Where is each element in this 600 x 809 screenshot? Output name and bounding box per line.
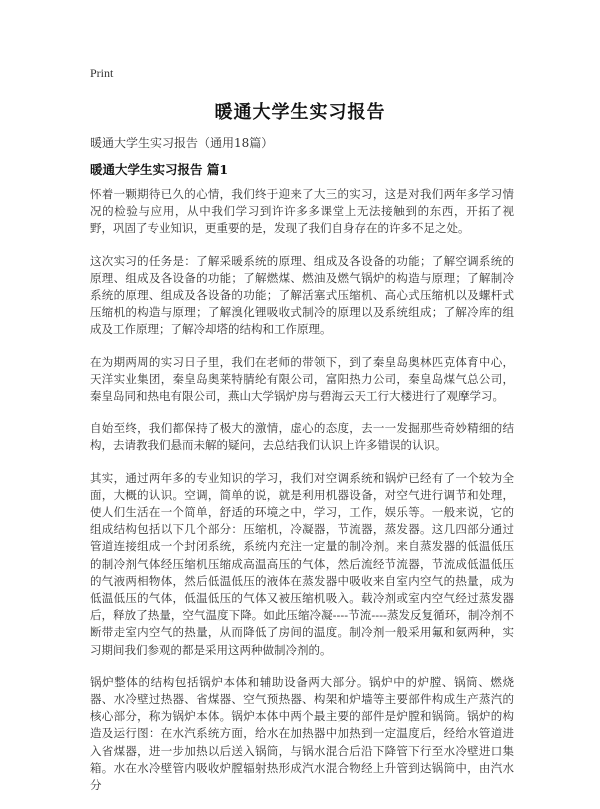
paragraph: 怀着一颗期待已久的心情，我们终于迎来了大三的实习，这是对我们两年多学习情况的检验与应用，从中我们学习到许许多多课堂上无法接触到的东西，开拓了视野，巩固了专业知识，更重要的是，发现了我们自身存在的许多不足之处。 xyxy=(90,187,514,236)
paragraph: 这次实习的任务是：了解采暖系统的原理、组成及各设备的功能；了解空调系统的原理、组成及各设备的功能；了解燃煤、燃油及燃气锅炉的构造与原理；了解制冷系统的原理、组成及各设备的功能；了解活塞式压缩机、高心式压缩机以及螺杆式压缩机的构造与原理；了解溴化锂吸收式制冷的原理以及系统组成；了解冷库的组成及工作原理；了解冷却塔的结构和工作原理。 xyxy=(90,253,514,337)
document-body xyxy=(90,186,514,809)
print-label[interactable]: Print xyxy=(90,66,114,80)
document-subtitle: 暖通大学生实习报告（通用18篇） xyxy=(90,136,274,150)
document-title: 暖通大学生实习报告 xyxy=(214,102,386,123)
paragraph: 自始至终，我们都保持了极大的激情，虚心的态度，去一一发掘那些奇妙精细的结构，去请教我们悬而未解的疑问，去总结我们认识上许多错误的认识。 xyxy=(90,421,514,453)
paragraph: 在为期两周的实习日子里，我们在老师的带领下，到了秦皇岛奥林匹克体育中心，天洋实业集团，秦皇岛奥莱特腈纶有限公司，富阳热力公司，秦皇岛煤气总公司，秦皇岛同和热电有限公司，燕山大学锅炉房与碧海云天工行大楼进行了观摩学习。 xyxy=(90,354,514,404)
section-heading: 暖通大学生实习报告 篇1 xyxy=(90,162,229,177)
paragraph: 其实，通过两年多的专业知识的学习，我们对空调系统和锅炉已经有了一个较为全面，大概的认识。空调，简单的说，就是利用机器设备，对空气进行调节和处理，使人们生活在一个简单，舒适的环境之中，学习，工作，娱乐等。一般来说，它的组成结构包括以下几个部分：压缩机，冷凝器，节流器，蒸发器。这几四部分通过管道连接组成一个封闭系统，系统内充注一定量的制冷剂。来自蒸发器的低温低压的制冷剂气体经压缩机压缩成高温高压的气体，然后流经节流器，节流成低温低压的气液两相物体，然后低温低压的液体在蒸发器中吸收来自室内空气的热量，成为低温低压的气体，低温低压的气体又被压缩机吸入。载冷剂或室内空气经过蒸发器后，释放了热量，空气温度下降。如此压缩冷凝----节流----蒸发反复循环，制冷剂不断带走室内空气的热量，从而降低了房间的温度。制冷剂一般采用氟和氨两种，实习期间我们参观的都是采用这两种做制冷剂的。 xyxy=(90,470,514,657)
paragraph: 锅炉整体的结构包括锅炉本体和辅助设备两大部分。锅炉中的炉膛、锅筒、燃烧器、水冷壁过热器、省煤器、空气预热器、构架和炉墙等主要部件构成生产蒸汽的核心部分，称为锅炉本体。锅炉本体中两个最主要的部件是炉膛和锅筒。锅炉的构造及运行图：在水汽系统方面，给水在加热器中加热到一定温度后，经给水管道进入省煤器，进一步加热以后送入锅筒，与锅水混合后沿下降管下行至水冷壁进口集箱。水在水冷壁管内吸收炉膛辐射热形成汽水混合物经上升管到达锅筒中，由汽水分 xyxy=(90,674,514,793)
